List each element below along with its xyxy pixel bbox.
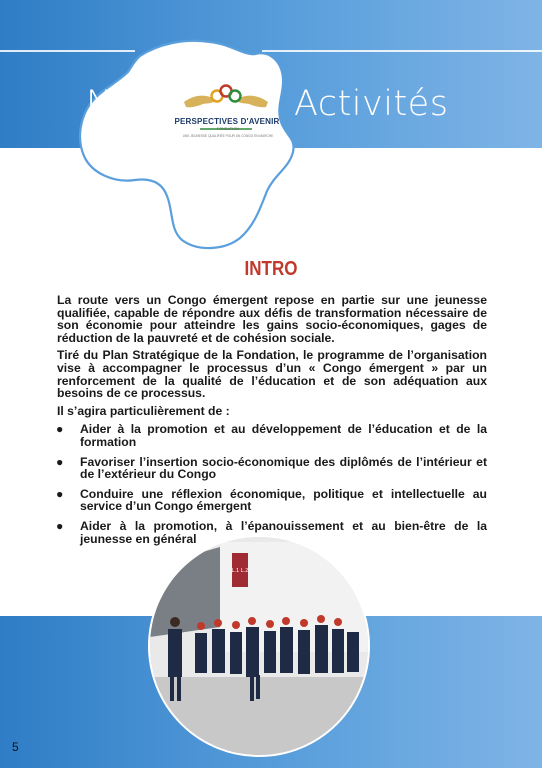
hands-gears-logo-icon [170,72,282,150]
section-title: INTRO [244,258,298,280]
list-item-text: Favoriser l’insertion socio-économique des diplômés de l’intérieur et de l’extérieur du Congo [80,454,487,482]
logo-tagline: UNE JEUNESSE QUALIFIÉE POUR UN CONGO EN MARCHE [182,134,274,138]
paragraph: Il s’agira particulièrement de : [57,403,230,418]
list-item [57,456,487,481]
paragraph: Tiré du Plan Stratégique de la Fondation, le programme de l’organisation vise à accompagner le processus d’un « Congo émergent » par un renforcement de la qualité de l’éducation et de son adéquation aux besoins de ce processus. [57,348,487,401]
heading-nos: Nos [86,84,154,124]
logo-org: FONDATION [216,127,240,131]
list-item-text: Conduire une réflexion économique, politique et intellectuelle au service d’un Congo émergent [80,486,487,514]
list-item [57,423,487,448]
header-rule-right [262,50,542,52]
building-sign: L.1 L.2 [231,568,249,574]
bullet-icon: ● [56,422,64,437]
bullet-icon: ● [56,486,64,501]
list-item [57,488,487,513]
list-item-text: Aider à la promotion et au développement de l’éducation et de la formation [80,422,487,449]
students-illustration [150,537,368,755]
heading-activites: Activités [294,84,449,124]
activity-list [57,423,487,545]
bullet-icon: ● [56,454,64,469]
students-photo [148,535,370,757]
page-number: 5 [12,740,19,754]
logo-title: PERSPECTIVES D'AVENIR [174,117,280,126]
list-item-text: Aider à la promotion, à l’épanouissement et au bien-être de la jeunesse en général [80,518,487,546]
paragraph: La route vers un Congo émergent repose en partie sur une jeunesse qualifiée, capable de répondre aux défis de transformation nécessaire de son économie pour atteindre les gains socio-économiques, gages de réduction de la pauvreté et de cohésion sociale. [57,293,487,345]
bullet-icon: ● [56,518,64,533]
intro-body [57,294,487,552]
